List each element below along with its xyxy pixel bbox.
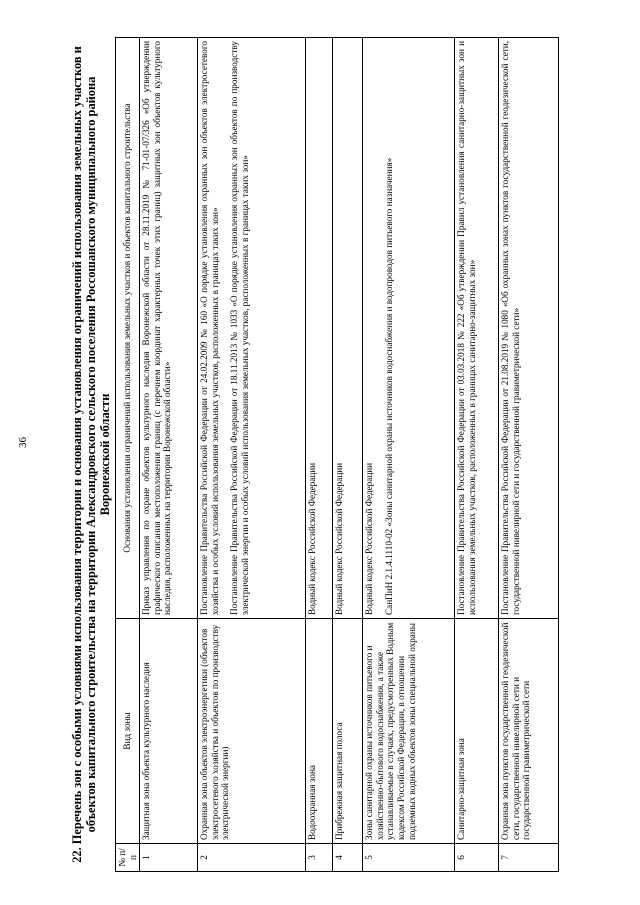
row-zone: Санитарно-защитная зона (455, 619, 499, 844)
table-row (306, 38, 333, 872)
row-basis (333, 38, 363, 619)
basis-text-2: Постановление Правительства Российской Федерации от 18.11.2013 № 1033 «О порядке установления охранных зон объектов по производству электрической энергии и особых условий использования земельных участков, расположенных в границах таких зон» (229, 41, 250, 615)
row-num: 5 (363, 844, 455, 872)
row-basis (455, 38, 499, 619)
table-row (499, 38, 559, 872)
table-row (140, 38, 198, 872)
row-num: 4 (333, 844, 363, 872)
page-number: 36 (17, 437, 29, 448)
basis-text: Постановление Правительства Российской Федерации от 21.08.2019 № 1080 «Об охранных зонах пунктов государственной геодезической сети, государственной нивелирной сети и государственной гравиметрической сети» (500, 41, 521, 615)
basis-text: Водный кодекс Российской Федерации (364, 462, 375, 615)
row-zone: Защитная зона объекта культурного наследия (140, 619, 198, 844)
header-basis: Основания установления ограничений использования земельных участков и объектов капитального строительства (116, 38, 140, 619)
header-zone: Вид зоны (116, 619, 140, 844)
basis-text: Водный кодекс Российской Федерации (307, 462, 318, 615)
zones-table (115, 37, 559, 872)
row-zone: Охранная зона пунктов государственной геодезической сети, государственной нивелирной сети и государственной гравиметрической сети (499, 619, 559, 844)
row-num: 3 (306, 844, 333, 872)
basis-text-2: СанПиН 2.1.4.1110-02 «Зоны санитарной охраны источников водоснабжения и водопроводов питьевого назначения» (383, 157, 394, 615)
rotated-page-content (70, 37, 630, 872)
row-basis (140, 38, 198, 619)
basis-text: Приказ управления по охране объектов культурного наследия Воронежской области от 28.11.2019 № 71-01-07/326 «Об утверждении графического описания местоположения границ (с перечнем координат характерных точек этих границ) защитных зон объектов культурного наследия, расположенных на территории Воронежской области» (141, 41, 173, 615)
row-zone: Охранная зона объектов электроэнергетики (объектов электросетевого хозяйства и объектов по производству электрической энергии) (198, 619, 306, 844)
row-num: 7 (499, 844, 559, 872)
header-num: № п/п (116, 844, 140, 872)
row-num: 6 (455, 844, 499, 872)
basis-text: Постановление Правительства Российской Федерации от 03.03.2018 № 222 «Об утверждении Правил установления санитарно-защитных зон и использования земельных участков, расположенных в границах санитарно-защитных зон» (456, 41, 477, 615)
row-basis (306, 38, 333, 619)
table-header-row (116, 38, 140, 872)
basis-text: Постановление Правительства Российской Федерации от 24.02.2009 № 160 «О порядке установления охранных зон объектов электросетевого хозяйства и особых условий использования земельных участков, расположенных в границах таких зон» (199, 41, 220, 615)
row-basis (363, 38, 455, 619)
row-num: 1 (140, 844, 198, 872)
row-basis (499, 38, 559, 619)
table-row (333, 38, 363, 872)
row-num: 2 (198, 844, 306, 872)
row-zone: Зоны санитарной охраны источников питьевого и хозяйственно-бытового водоснабжения, а также устанавливаемые в случаях, предусмотренных Водным кодексом Российской Федерации, в отношении подземных водных объектов зоны специальной охраны (363, 619, 455, 844)
table-row (363, 38, 455, 872)
row-zone: Водоохранная зона (306, 619, 333, 844)
document-title: 22. Перечень зон с особыми условиями использования территории и основания установления ограничений использования земельных участков и объектов капитального строительства на территории Александровского сельского поселения Россошанского муниципального района Воронежской области (70, 46, 112, 863)
row-basis (198, 38, 306, 619)
row-zone: Прибрежная защитная полоса (333, 619, 363, 844)
table-row (198, 38, 306, 872)
table-row (455, 38, 499, 872)
basis-text: Водный кодекс Российской Федерации (334, 462, 345, 615)
